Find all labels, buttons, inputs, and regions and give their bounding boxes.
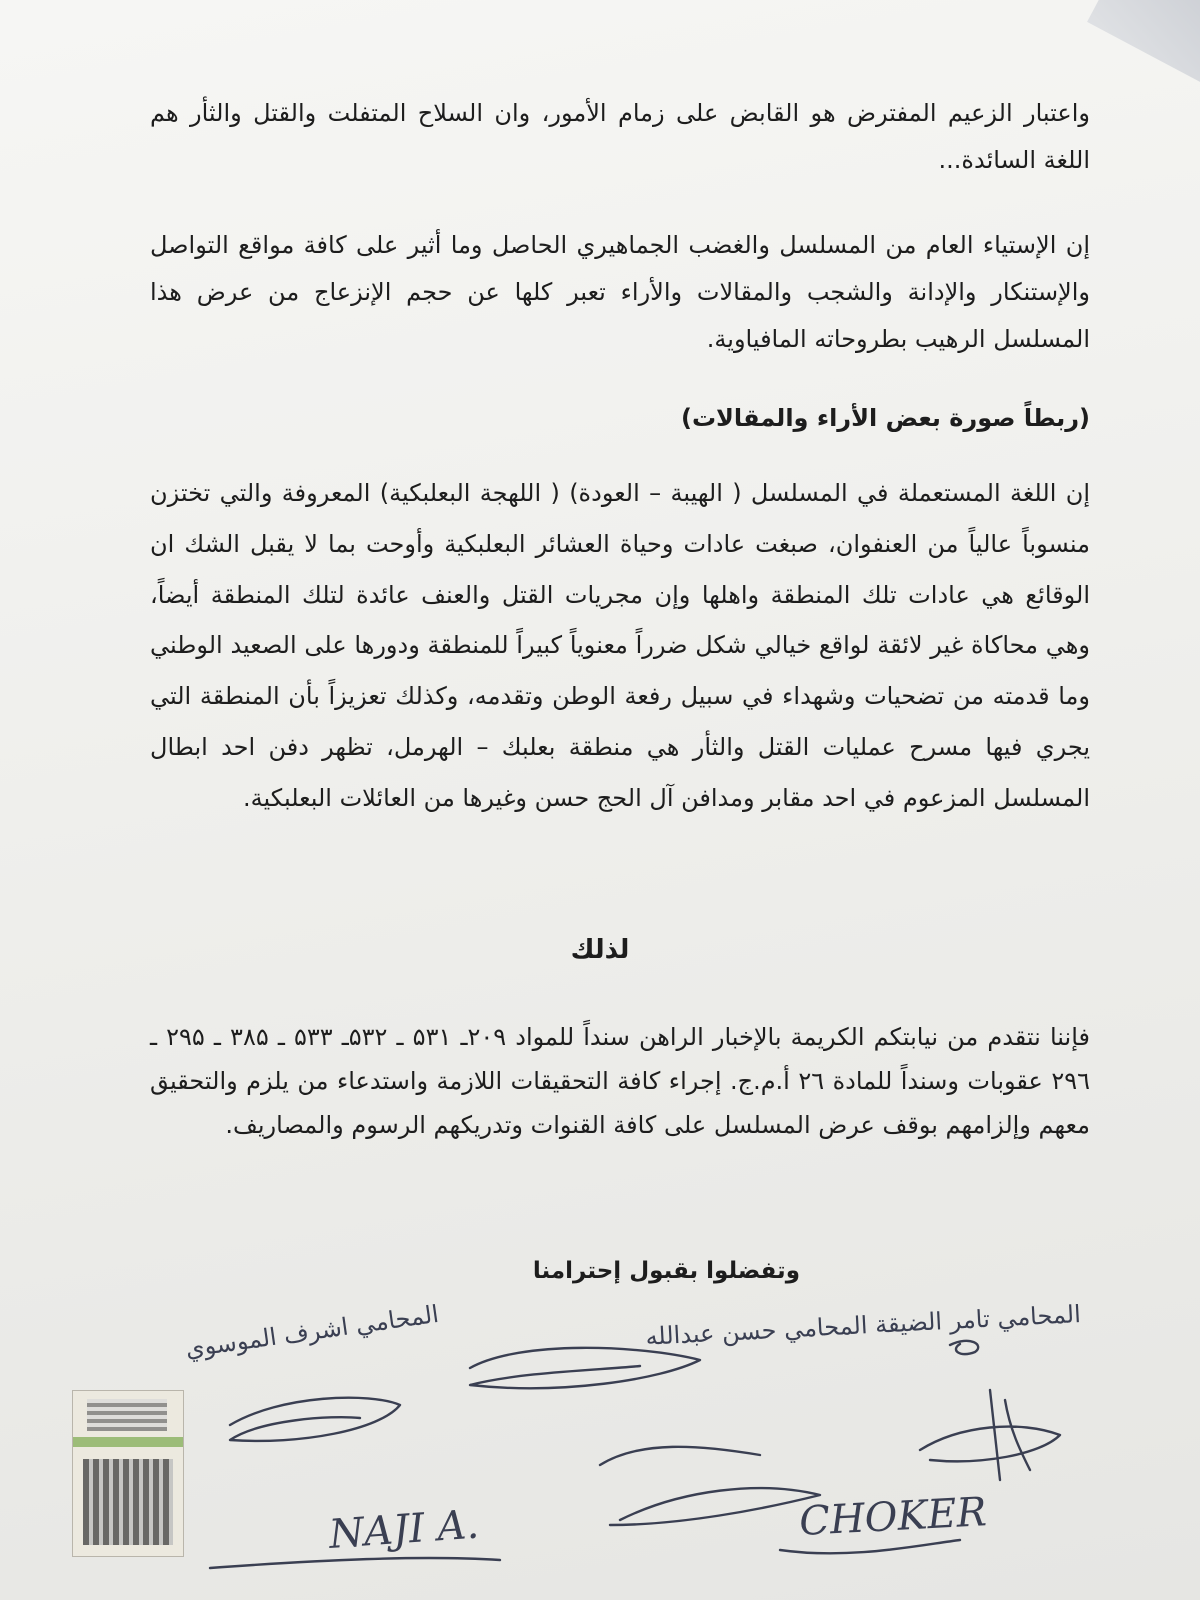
paragraph-1-text: واعتبار الزعيم المفترض هو القابض على زمام الأمور، وان السلاح المتفلت والقتل والثأر هم اللغة السائدة... bbox=[150, 99, 1090, 174]
stamp-green-bar bbox=[73, 1437, 183, 1447]
closing-line: وتفضلوا بقبول إحترامنا bbox=[532, 1258, 800, 1284]
stamp-image-block bbox=[83, 1459, 173, 1545]
paragraph-4-text: فإننا نتقدم من نيابتكم الكريمة بالإخبار الراهن سنداً للمواد ۲۰۹ـ ۵۳۱ ـ ۵۳۲ـ ۵۳۳ ـ ۳۸۵ ـ ۲۹۵ ـ ۲۹٦ عقوبات وسنداً للمادة ۲٦ أ.م.ج. إجراء كافة التحقيقات اللازمة واستدعاء من يلزم والتحقيق معهم وإلزامهم بوقف عرض المسلسل على كافة القنوات وتدريكهم الرسوم والمصاريف. bbox=[150, 1023, 1091, 1139]
signature-scribble-1 bbox=[470, 1348, 700, 1388]
signature-scribble-2 bbox=[230, 1398, 400, 1441]
revenue-stamp bbox=[72, 1390, 184, 1557]
stamp-top-pattern bbox=[87, 1399, 167, 1431]
paragraph-2-text: إن الإستياء العام من المسلسل والغضب الجماهيري الحاصل وما أثير على كافة مواقع التواصل والإستنكار والإدانة والشجب والمقالات والأراء تعبر كلها عن حجم الإنزعاج من عرض هذا المسلسل الرهيب بطروحاته المافياوية. bbox=[150, 231, 1090, 353]
signature-choker: CHOKER bbox=[798, 1489, 988, 1545]
signature-scribble-4 bbox=[600, 1447, 820, 1525]
attachment-note-text: (ربطاً صورة بعض الأراء والمقالات) bbox=[680, 404, 1090, 432]
handwritten-names-right: المحامي تامر الضيقة المحامي حسن عبدالله bbox=[644, 1300, 1082, 1351]
signature-scribble-5 bbox=[950, 1341, 978, 1354]
signature-underline-naji bbox=[210, 1558, 500, 1568]
section-heading: لذلك bbox=[570, 935, 630, 965]
handwritten-name-left: المحامي اشرف الموسوي bbox=[183, 1299, 441, 1364]
signature-naji: NAJI A. bbox=[327, 1501, 481, 1558]
signature-scribble-3 bbox=[920, 1390, 1060, 1480]
paragraph-3-text: إن اللغة المستعملة في المسلسل ( الهيبة – العودة) ( اللهجة البعلبكية) المعروفة والتي تختزن منسوباً عالياً من العنفوان، صبغت عادات وحياة العشائر البعلبكية وأوحت بما لا يقبل الشك ان الوقائع هي عادات تلك المنطقة واهلها وإن مجريات القتل والعنف عائدة لتلك المنطقة أيضاً، وهي محاكاة غير لائقة لواقع خيالي شكل ضرراً معنوياً كبيراً للمنطقة ودورها على الصعيد الوطني وما قدمته من تضحيات وشهداء في سبيل رفعة الوطن وتقدمه، وكذلك تعزيزاً بأن المنطقة التي يجري فيها مسرح عمليات القتل والثأر هي منطقة بعلبك – الهرمل، تظهر دفن احد ابطال المسلسل المزعوم في احد مقابر ومدافن آل الحج حسن وغيرها من العائلات البعلبكية. bbox=[150, 479, 1090, 812]
